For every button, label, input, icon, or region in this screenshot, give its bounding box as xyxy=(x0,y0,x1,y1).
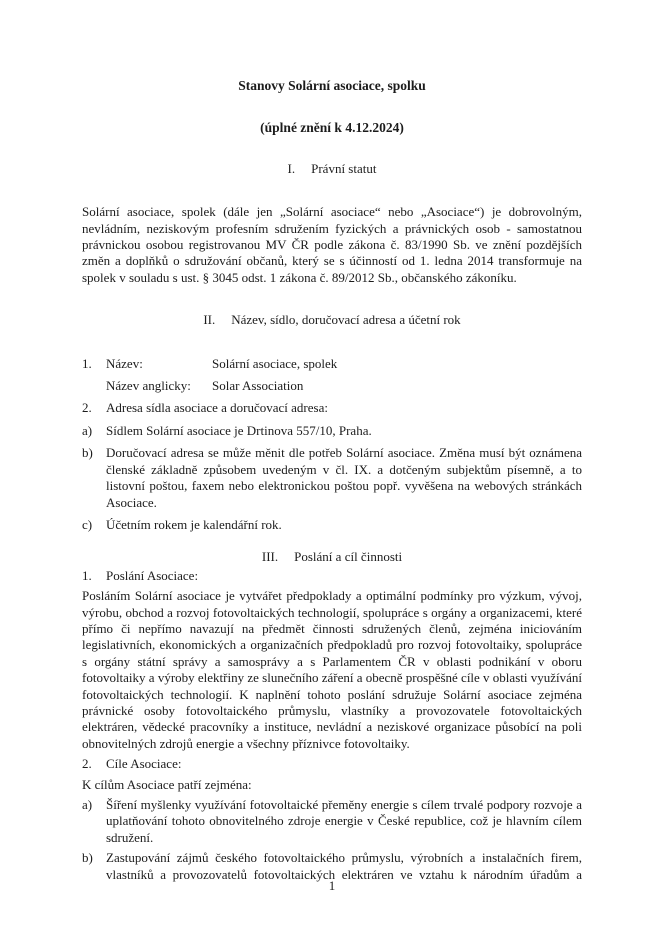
list-marker-cile: 2. xyxy=(82,756,92,772)
list-item-adresa-sidla-text: Adresa sídla asociace a doručovací adresa: xyxy=(106,400,328,416)
list-marker-blank xyxy=(82,378,106,394)
goal-item-a xyxy=(82,797,582,846)
list-item-cile-asociace-text: Cíle Asociace: xyxy=(106,756,182,772)
section-2-heading-text: Název, sídlo, doručovací adresa a účetní rok xyxy=(231,312,461,328)
goals-intro: K cílům Asociace patří zejména: xyxy=(82,776,252,792)
document-title: Stanovy Solární asociace, spolku xyxy=(238,78,426,93)
list-item-nazev xyxy=(82,356,582,372)
list-marker-poslani: 1. xyxy=(82,567,92,583)
list-item-ucetni-rok-text: Účetním rokem je kalendářní rok. xyxy=(106,516,282,532)
list-item-dorucovaci-adresa xyxy=(82,445,582,511)
paragraph-mission: Posláním Solární asociace je vytvářet předpoklady a optimální podmínky pro výzkum, vývoj, výrobu, obchod a rozvoj fotovoltaických technologií, spolupráce s orgány a organizacemi, které přímo či nepřímo navazují na předmět činnosti sdružených členů, zejména iniciováním legislativních, ekonomických a organizačních předpokladů pro rozvoj fotovoltaiky, spolupráce s orgány státní správy a samosprávy a s Parlamentem ČR v oblasti podnikání v oboru fotovoltaiky a výroby elektřiny ze slunečního záření a obecně prospěšné cíle v oblasti využívání fotovoltaických technologií. K naplnění tohoto poslání sdružuje Solární asociace zejména právnické osoby fotovoltaického průmyslu, vlastníky a provozovatele fotovoltaických elektráren, vědecké pracovníky a instituce, nevládní a neziskové organizace působící na poli obnovitelných zdrojů energie a všechny příznivce fotovoltaiky. xyxy=(82,588,582,751)
list-item-nazev-body xyxy=(106,356,582,372)
list-item-poslani-asociace xyxy=(82,568,582,584)
list-item-ucetni-rok xyxy=(82,517,582,533)
section-heading-nazev-sidlo xyxy=(82,312,582,328)
section-2-numeral: II. xyxy=(203,312,216,328)
list-item-adresa-sidla xyxy=(82,400,582,416)
section-1-numeral: I. xyxy=(287,160,296,176)
list-item-cile-asociace xyxy=(82,756,582,772)
section-heading-pravni-statut xyxy=(82,161,582,177)
nazev-anglicky-value: Solar Association xyxy=(212,378,304,394)
list-item-poslani-asociace-text: Poslání Asociace: xyxy=(106,567,199,583)
goal-item-b-text: Zastupování zájmů českého fotovoltaického průmyslu, výrobních a instalačních firem, vlastníků a provozovatelů fotovoltaických elektráren ve vztahu k národním úřadům a xyxy=(106,850,582,882)
section-3-heading-text: Poslání a cíl činnosti xyxy=(294,549,403,565)
goal-item-a-text: Šíření myšlenky využívání fotovoltaické přeměny energie s cílem trvalé podpory rozvoje a uplatňování tohoto obnovitelného zdroje energie v České republice, což je hlavním cílem sdružení. xyxy=(106,797,582,845)
nazev-anglicky-label: Název anglicky: xyxy=(106,378,191,394)
list-marker-c: c) xyxy=(82,516,93,532)
list-item-sidlo-text: Sídlem Solární asociace je Drtinova 557/10, Praha. xyxy=(106,422,372,438)
list-marker-b: b) xyxy=(82,445,93,461)
section-3-numeral: III. xyxy=(261,549,279,565)
list-item-nazev-anglicky-body xyxy=(106,378,582,394)
goal-marker-a: a) xyxy=(82,797,93,812)
goal-marker-b: b) xyxy=(82,850,93,866)
nazev-value: Solární asociace, spolek xyxy=(212,355,338,371)
list-item-dorucovaci-adresa-text: Doručovací adresa se může měnit dle potřeb Solární asociace. Změna musí být oznámena členské základně způsobem uvedeným v čl. IX. a dotčeným subjektům písemně, a to listovní poštou, faxem nebo elektronickou poštou popř. vyvěšena na webových stránkách Asociace. xyxy=(106,445,582,510)
list-marker-2: 2. xyxy=(82,400,92,416)
nazev-label: Název: xyxy=(106,355,143,371)
paragraph-legal-status: Solární asociace, spolek (dále jen „Solární asociace“ nebo „Asociace“) je dobrovolným, nevládním, neziskovým profesním sdružením fyzických a právnických osob - samostatnou právnickou osobou registrovanou MV ČR podle zákona č. 83/1990 Sb. ve znění pozdějších změn a doplňků o sdružování občanů, který se s účinností od 1. ledna 2014 transformuje na spolek v souladu s ust. § 3045 odst. 1 zákona č. 89/2012 Sb., občanského zákoníku. xyxy=(82,204,582,285)
list-item-nazev-anglicky xyxy=(82,378,582,394)
list-marker-a: a) xyxy=(82,422,93,438)
list-item-sidlo xyxy=(82,423,582,439)
section-1-heading-text: Právní statut xyxy=(311,160,377,176)
list-marker-1: 1. xyxy=(82,355,92,371)
document-subtitle: (úplné znění k 4.12.2024) xyxy=(260,120,404,136)
page-number: 1 xyxy=(328,877,336,893)
section-heading-poslani-cil xyxy=(82,549,582,565)
